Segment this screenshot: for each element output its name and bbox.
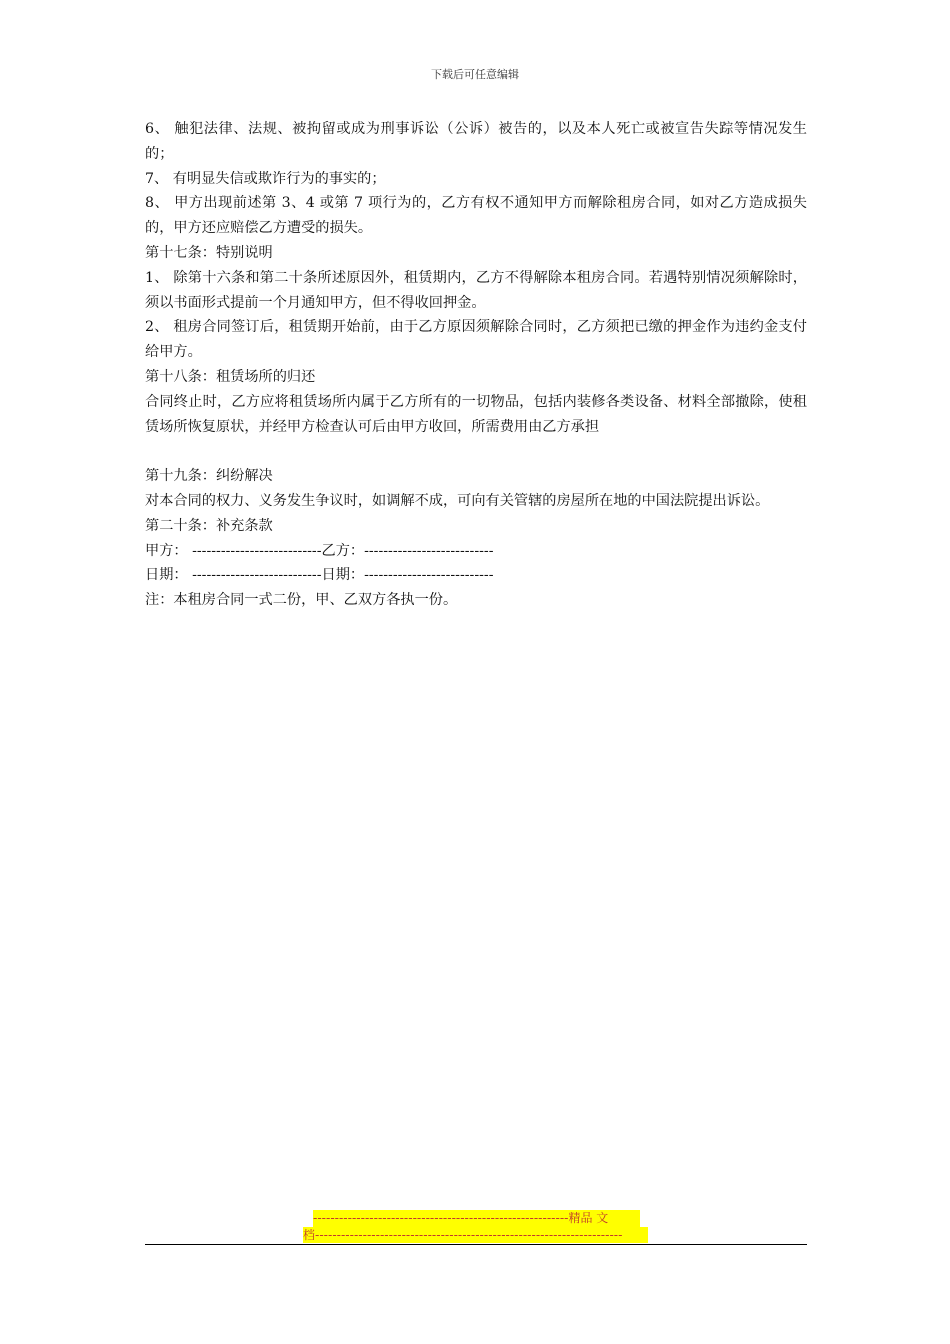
document-body [145, 117, 807, 613]
article-18-heading: 第十八条：租赁场所的归还 [145, 368, 316, 385]
article-19-heading: 第十九条：纠纷解决 [145, 468, 273, 485]
signature-date-line: 日期： ---------------------------日期：--------------------------- [145, 567, 494, 584]
clause-7: 7、 有明显失信或欺诈行为的事实的； [145, 170, 386, 187]
article-17-heading: 第十七条：特别说明 [145, 244, 273, 261]
footer-divider [145, 1244, 807, 1245]
article-19-body: 对本合同的权力、义务发生争议时，如调解不成，可向有关管辖的房屋所在地的中国法院提出诉讼。 [145, 492, 770, 509]
page-header: 下载后可任意编辑 [431, 68, 519, 81]
article-17-item-1: 1、 除第十六条和第二十条所述原因外，租赁期内，乙方不得解除本租房合同。若遇特别情况须解除时，须以书面形式提前一个月通知甲方，但不得收回押金。 [145, 269, 807, 311]
blank-line [145, 439, 807, 464]
clause-6: 6、 触犯法律、法规、被拘留或成为刑事诉讼（公诉）被告的，以及本人死亡或被宣告失踪等情况发生的； [145, 121, 807, 162]
footer-watermark-line-2: 档----------------------------------------------------------------------- [303, 1227, 648, 1243]
article-18-body: 合同终止时，乙方应将租赁场所内属于乙方所有的一切物品，包括内装修各类设备、材料全部撤除，使租赁场所恢复原状，并经甲方检查认可后由甲方收回，所需费用由乙方承担 [145, 393, 807, 435]
article-20-heading: 第二十条：补充条款 [145, 517, 273, 534]
article-17-item-2: 2、 租房合同签订后，租赁期开始前，由于乙方原因须解除合同时，乙方须把已缴的押金作为违约金支付给甲方。 [145, 319, 807, 361]
contract-note: 注：本租房合同一式二份，甲、乙双方各执一份。 [145, 592, 458, 609]
clause-8: 8、 甲方出现前述第 3、4 或第 7 项行为的，乙方有权不通知甲方而解除租房合同，如对乙方造成损失的，甲方还应赔偿乙方遭受的损失。 [145, 195, 807, 237]
signature-party-line: 甲方： ---------------------------乙方：--------------------------- [145, 542, 494, 559]
footer-watermark-line-1: -----------------------------------------------------------精品 文 [313, 1210, 640, 1227]
